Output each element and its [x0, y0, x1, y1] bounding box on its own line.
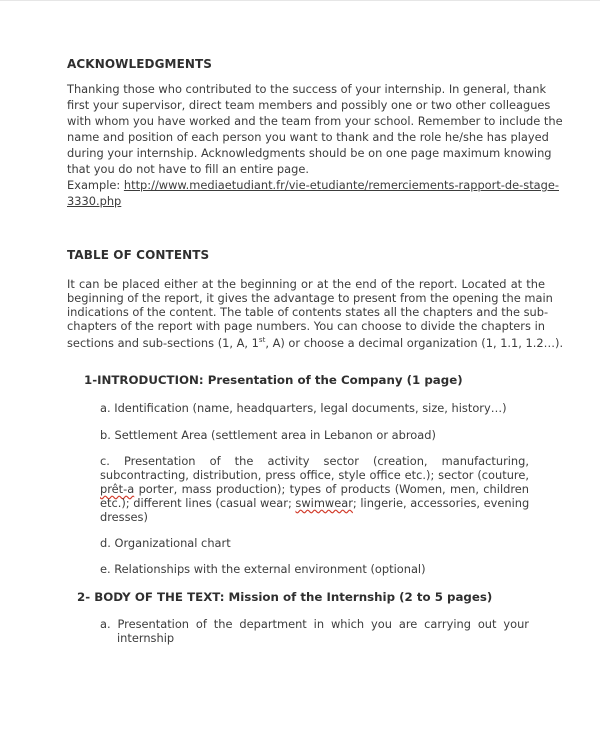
- spellcheck-word: prêt-a: [100, 482, 135, 496]
- section1-item-b: b. Settlement Area (settlement area in Lebanon or abroad): [100, 428, 436, 442]
- section1-item-c-line: [100, 496, 529, 510]
- toc-last-line-post: , A) or choose a decimal organization (1, 1.1, 1.2…).: [265, 335, 564, 350]
- toc-heading: TABLE OF CONTENTS: [67, 248, 210, 262]
- item-c-text: etc.); different lines (casual wear;: [100, 496, 296, 510]
- acknowledgments-line: during your internship. Acknowledgments should be on one page maximum knowing: [67, 146, 552, 160]
- item-c-text: porter, mass production); types of products (Women, men, children: [134, 482, 529, 496]
- toc-line: It can be placed either at the beginning or at the end of the report. Located at the: [67, 277, 545, 291]
- section1-item-c-line: dresses): [100, 510, 148, 524]
- toc-last-line: [67, 333, 563, 350]
- toc-last-line-pre: sections and sub-sections (1, A, 1: [67, 335, 259, 350]
- toc-line: chapters of the report with page numbers. You can choose to divide the chapters in: [67, 319, 545, 333]
- example-line: [67, 178, 559, 192]
- acknowledgments-line: Thanking those who contributed to the success of your internship. In general, thank: [67, 82, 547, 96]
- section1-item-c-line: [100, 482, 529, 496]
- section1-item-c: c. Presentation of the activity sector (creation, manufacturing,: [100, 454, 529, 468]
- example-link-end[interactable]: 3330.php: [67, 194, 122, 208]
- acknowledgments-line: first your supervisor, direct team members and possibly one or two other colleagues: [67, 98, 551, 112]
- section1-item-a: a. Identification (name, headquarters, legal documents, size, history…): [100, 401, 507, 415]
- section2-item-a: a. Presentation of the department in which you are carrying out your: [100, 617, 529, 631]
- example-link[interactable]: http://www.mediaetudiant.fr/vie-etudiante/remerciements-rapport-de-stage-: [123, 178, 559, 192]
- example-link-continuation: [67, 194, 121, 208]
- section1-item-d: d. Organizational chart: [100, 536, 231, 550]
- section1-item-e: e. Relationships with the external environment (optional): [100, 562, 426, 576]
- section2-heading: 2- BODY OF THE TEXT: Mission of the Internship (2 to 5 pages): [77, 590, 493, 604]
- toc-line: beginning of the report, it gives the advantage to present from the opening the main: [67, 291, 553, 305]
- acknowledgments-heading: ACKNOWLEDGMENTS: [67, 57, 213, 71]
- toc-line: indications of the content. The table of contents states all the chapters and the sub-: [67, 305, 549, 319]
- acknowledgments-line: name and position of each person you want to thank and the role he/she has played: [67, 130, 549, 144]
- section1-heading: 1-INTRODUCTION: Presentation of the Company (1 page): [84, 373, 463, 387]
- acknowledgments-line: with whom you have worked and the team from your school. Remember to include the: [67, 114, 563, 128]
- acknowledgments-line: that you do not have to fill an entire page.: [67, 162, 309, 176]
- spellcheck-word: swimwear: [295, 496, 353, 510]
- toc-superscript: st: [258, 336, 266, 344]
- section1-item-c-line: subcontracting, distribution, press office, style office etc.); sector (couture,: [100, 468, 529, 482]
- section2-item-a-line: internship: [117, 631, 175, 645]
- item-c-text: ; lingerie, accessories, evening: [352, 496, 530, 510]
- example-label: Example:: [67, 178, 121, 192]
